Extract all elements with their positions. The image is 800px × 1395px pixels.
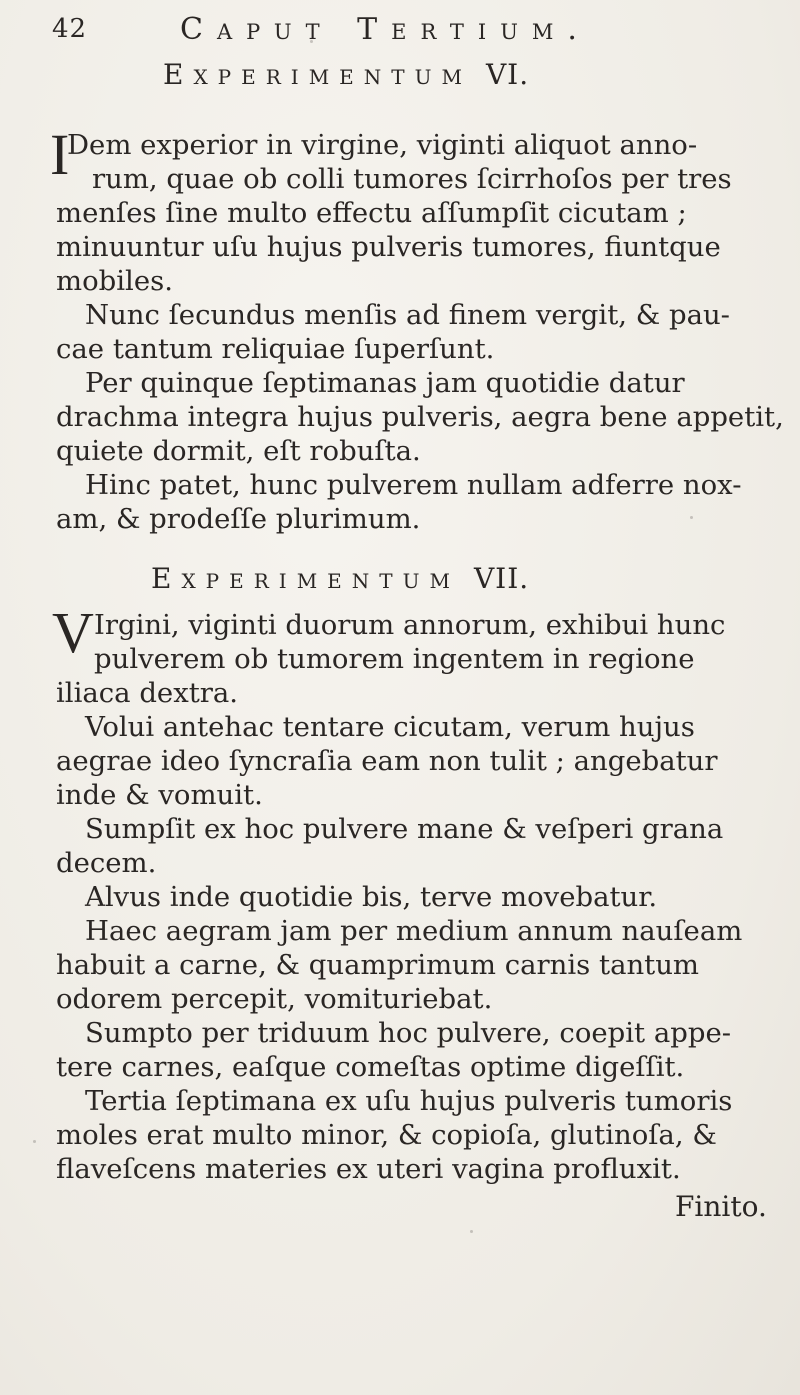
paper-speck (244, 140, 247, 143)
text-line: Volui antehac tentare cicutam, verum hujus (85, 711, 695, 743)
text-line: Sumpto per triduum hoc pulvere, coepit appe- (85, 1017, 732, 1049)
paper-speck (33, 1140, 36, 1143)
text-line: Alvus inde quotidie bis, terve movebatur. (85, 881, 658, 913)
paper-speck (690, 516, 693, 519)
text-line: aegrae ideo ſyncraſia eam non tulit ; angebatur (56, 745, 718, 777)
running-title: Caput Tertium. (180, 12, 591, 47)
experiment-7-heading-number: VII. (473, 562, 530, 595)
experiment-7-heading (151, 562, 800, 595)
text-line: tere carnes, eaſque comeſtas optime digeſſit. (56, 1051, 685, 1083)
text-line: menſes ſine multo effectu aſſumpſit cicutam ; (56, 197, 687, 229)
text-line: rum, quae ob colli tumores ſcirrhoſos per tres (92, 163, 732, 195)
experiment-7-dropcap: V (52, 600, 94, 665)
text-line: mobiles. (56, 265, 173, 297)
text-line: Sumpſit ex hoc pulvere mane & veſperi grana (85, 813, 724, 845)
text-line: Irgini, viginti duorum annorum, exhibui hunc (94, 609, 726, 641)
experiment-6-heading-word: Experimentum (163, 58, 472, 91)
catchword: Finito. (675, 1190, 767, 1223)
text-line: inde & vomuit. (56, 779, 263, 811)
text-line: iliaca dextra. (56, 677, 239, 709)
text-line: minuuntur uſu hujus pulveris tumores, fiuntque (56, 231, 721, 263)
text-line: cae tantum reliquiae ſuperſunt. (56, 333, 495, 365)
text-line: decem. (56, 847, 157, 879)
paper-speck (470, 1230, 473, 1233)
text-line: Nunc ſecundus menſis ad finem vergit, & pau- (85, 299, 730, 331)
experiment-6-heading-number: VI. (485, 58, 530, 91)
text-line: Tertia ſeptimana ex uſu hujus pulveris tumoris (85, 1085, 733, 1117)
running-head (52, 8, 772, 48)
experiment-6-dropcap: I (50, 122, 70, 187)
text-line: Dem experior in virgine, viginti aliquot anno- (67, 129, 698, 161)
text-line: Haec aegram jam per medium annum nauſeam (85, 915, 743, 947)
text-line: habuit a carne, & quamprimum carnis tantum (56, 949, 700, 981)
text-line: flaveſcens materies ex uteri vagina profluxit. (56, 1153, 681, 1185)
text-line: moles erat multo minor, & copioſa, glutinoſa, & (56, 1119, 717, 1151)
text-line: quiete dormit, eſt robuſta. (56, 435, 421, 467)
text-line: Per quinque ſeptimanas jam quotidie datur (85, 367, 685, 399)
text-line: am, & prodeſſe plurimum. (56, 503, 421, 535)
page-number: 42 (52, 14, 88, 44)
text-line: Hinc patet, hunc pulverem nullam adferre nox- (85, 469, 742, 501)
paper-speck (310, 40, 313, 43)
experiment-7-heading-word: Experimentum (151, 562, 460, 595)
experiment-6-heading (163, 58, 800, 91)
text-line: drachma integra hujus pulveris, aegra bene appetit, (56, 401, 784, 433)
text-line: odorem percepit, vomituriebat. (56, 983, 493, 1015)
text-line: pulverem ob tumorem ingentem in regione (94, 643, 695, 675)
